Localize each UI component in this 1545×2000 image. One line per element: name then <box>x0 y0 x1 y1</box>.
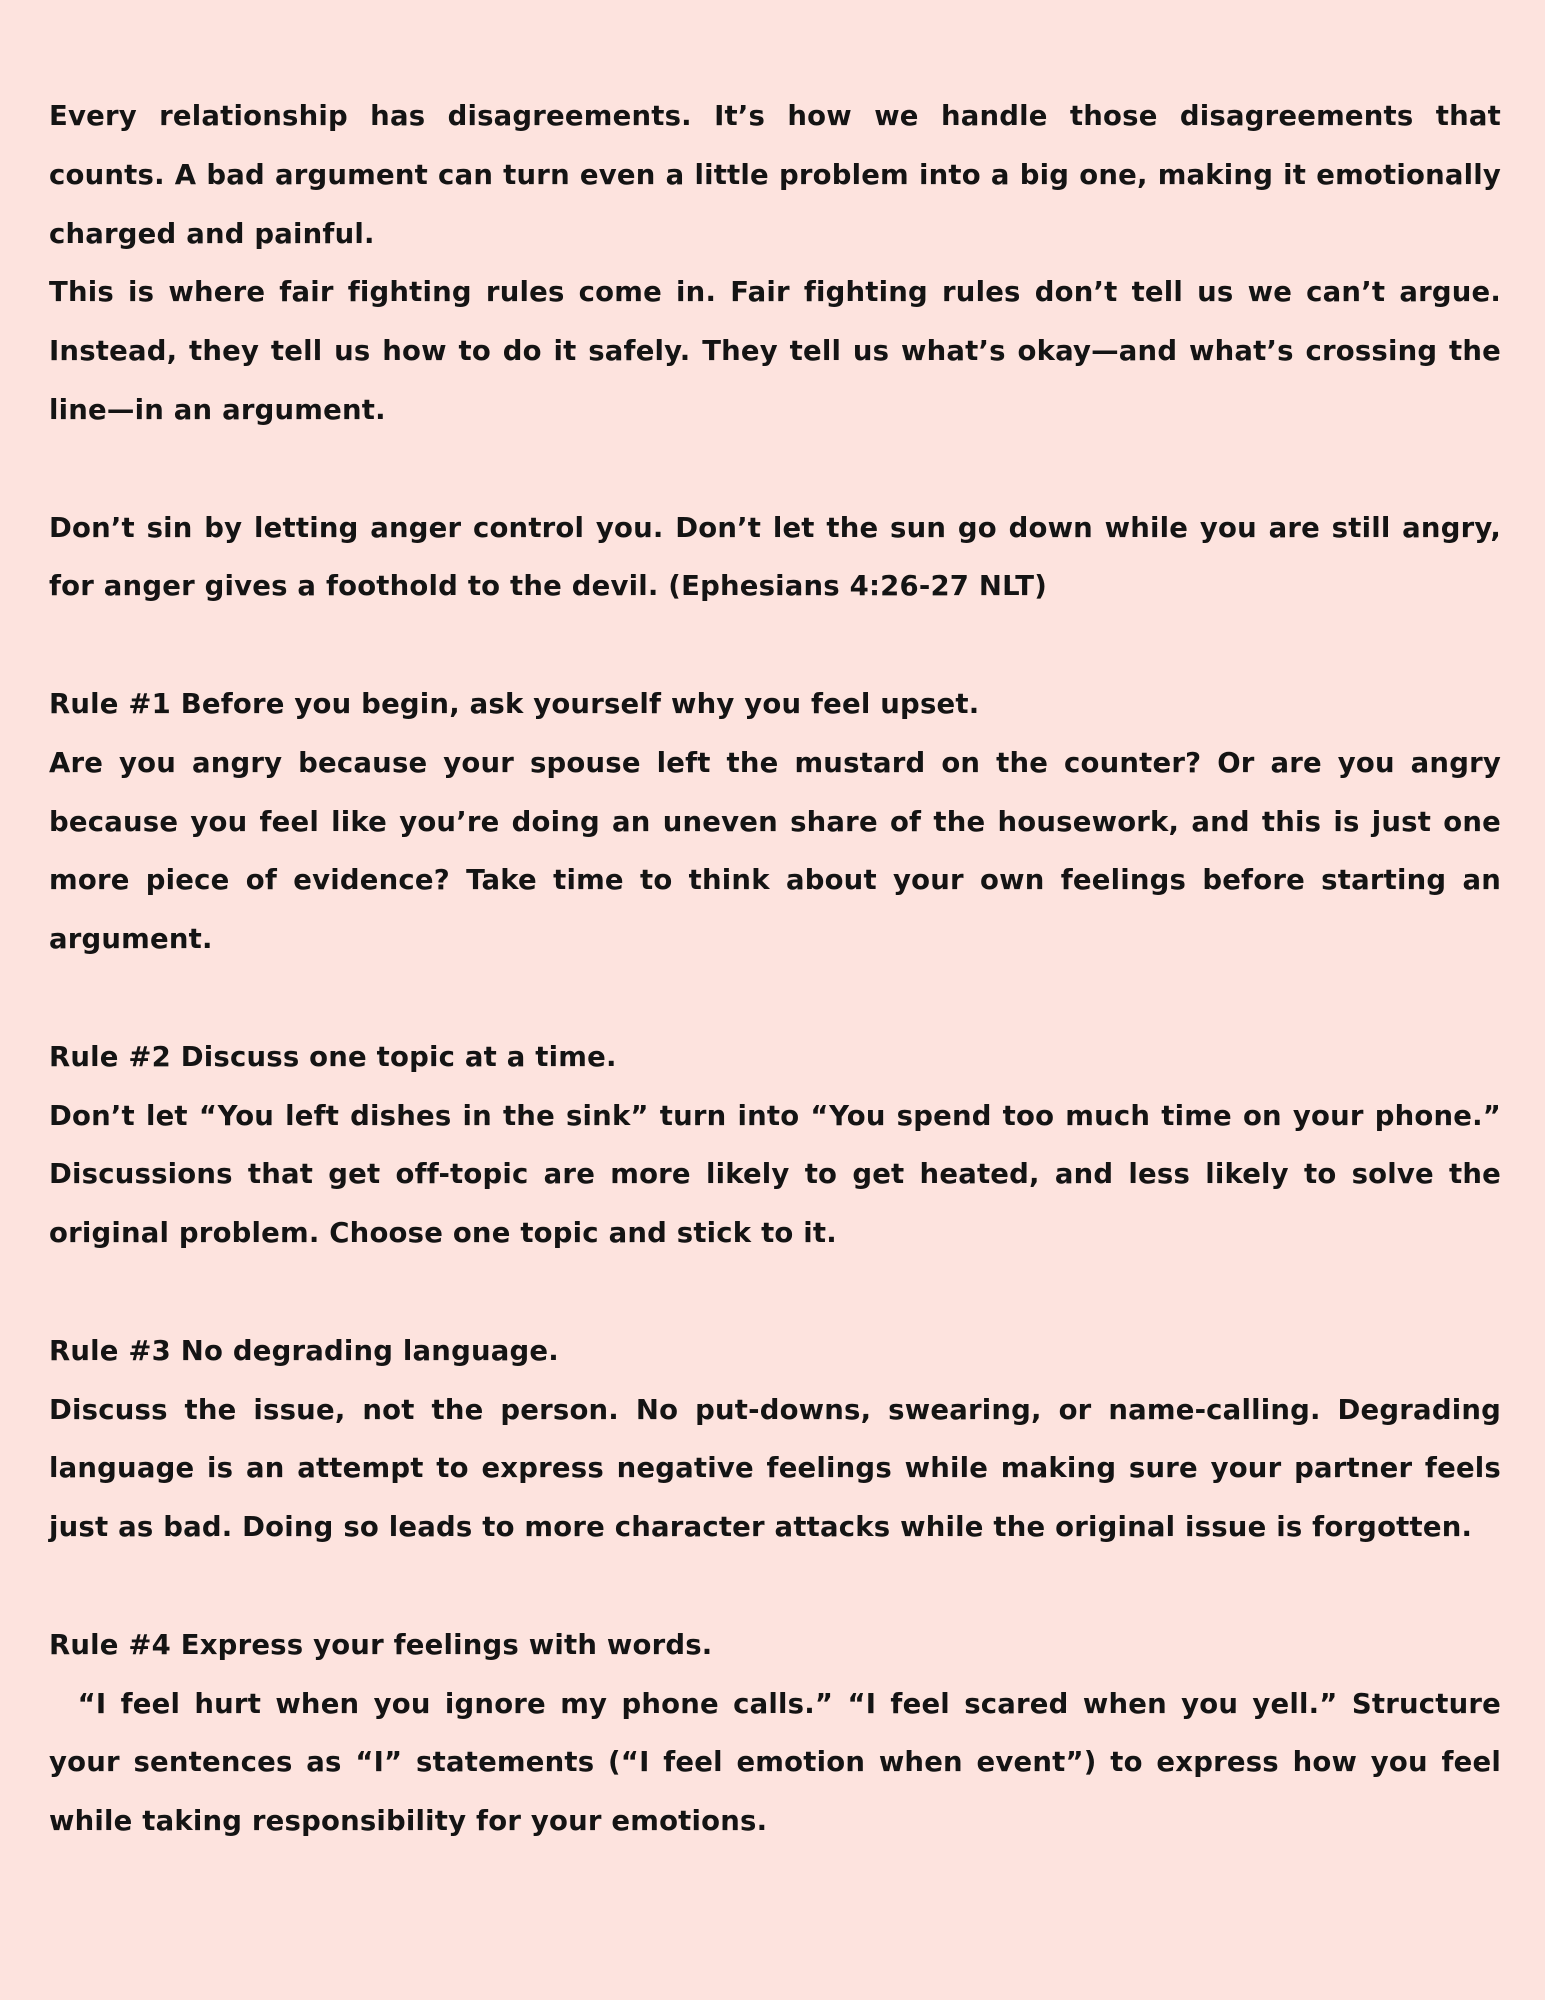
rule-title: Rule #3 No degrading language. <box>49 1334 559 1367</box>
spacer <box>49 1263 1501 1322</box>
scripture-section <box>49 499 1501 617</box>
rule-title: Rule #1 Before you begin, ask yourself why you feel upset. <box>49 687 980 720</box>
rule-body: Discuss the issue, not the person. No put-downs, swearing, or name-calling. Degrading language is an attempt to express negative feelings while making sure your partner feels just as bad. Doing so leads to more character attacks while the original issue is forgotten. <box>49 1393 1501 1544</box>
intro-paragraph: Every relationship has disagreements. It’s how we handle those disagreements that counts. A bad argument can turn even a little problem into a big one, making it emotionally charged and painful. <box>49 100 1501 250</box>
rule-2-section <box>49 1028 1501 1263</box>
rule-title: Rule #4 Express your feelings with words. <box>49 1628 713 1661</box>
rule-1-section <box>49 675 1501 969</box>
spacer <box>49 969 1501 1028</box>
rule-body: Are you angry because your spouse left the mustard on the counter? Or are you angry because you feel like you’re doing an uneven share of the housework, and this is just one more piece of evidence? Take time to think about your own feelings before starting an argument. <box>49 746 1501 956</box>
rule-body: Don’t let “You left dishes in the sink” turn into “You spend too much time on your phone.” Discussions that get off-topic are more likely to get heated, and less likely to solve the original problem. Choose one topic and stick to it. <box>49 1099 1501 1250</box>
rule-4-section <box>49 1616 1511 1851</box>
rule-body: “I feel hurt when you ignore my phone calls.” “I feel scared when you yell.” Structure your sentences as “I” statements (“I feel emotion when event”) to express how you feel while taking responsibility for your emotions. <box>49 1687 1511 1838</box>
rule-3-section <box>49 1322 1501 1557</box>
spacer <box>49 1557 1501 1616</box>
intro-section <box>49 87 1501 440</box>
scripture-quote: Don’t sin by letting anger control you. Don’t let the sun go down while you are still angry, for anger gives a foothold to the devil. (Ephesians 4:26-27 NLT) <box>49 511 1501 603</box>
rule-title: Rule #2 Discuss one topic at a time. <box>49 1040 617 1073</box>
intro-paragraph: This is where fair fighting rules come in. Fair fighting rules don’t tell us we can’t argue. Instead, they tell us how to do it safely. They tell us what’s okay—and what’s crossing the line—in an argument. <box>49 276 1501 426</box>
spacer <box>49 440 1501 499</box>
spacer <box>49 616 1501 675</box>
